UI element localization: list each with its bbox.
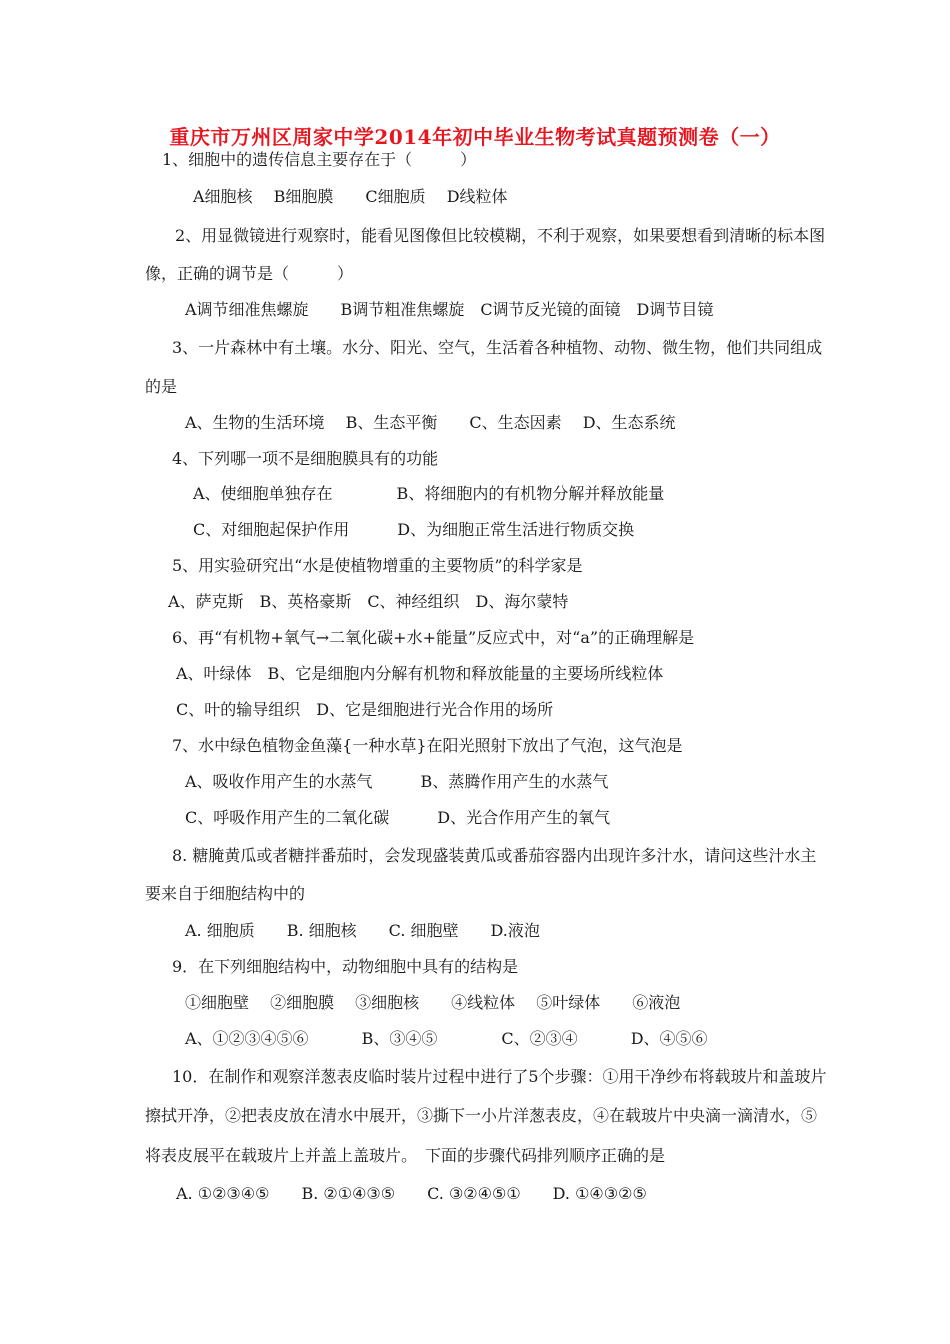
- question-8-line-1: 8. 糖腌黄瓜或者糖拌番茄时，会发现盛装黄瓜或番茄容器内出现许多汁水，请问这些汁水主: [172, 846, 817, 865]
- question-9-options: A、①②③④⑤⑥ B、③④⑤ C、②③④ D、④⑤⑥: [185, 1029, 708, 1048]
- question-2-line-1: 2、用显微镜进行观察时，能看见图像但比较模糊，不利于观察，如果要想看到清晰的标本图: [175, 226, 826, 245]
- question-4-options-ab: A、使细胞单独存在 B、将细胞内的有机物分解并释放能量: [193, 484, 665, 503]
- question-3-line-1: 3、一片森林中有土壤。水分、阳光、空气，生活着各种植物、动物、微生物，他们共同组成: [172, 338, 823, 357]
- question-10-line-3: 将表皮展平在载玻片上并盖上盖玻片。 下面的步骤代码排列顺序正确的是: [145, 1146, 666, 1165]
- question-10-line-2: 擦拭开净，②把表皮放在清水中展开，③撕下一小片洋葱表皮，④在载玻片中央滴一滴清水，⑤: [145, 1106, 818, 1125]
- question-8-options: A. 细胞质 B. 细胞核 C. 细胞壁 D.液泡: [185, 921, 540, 940]
- question-10-options: A. ①②③④⑤ B. ②①④③⑤ C. ③②④⑤① D. ①④③②⑤: [176, 1184, 647, 1203]
- question-3-line-2: 的是: [145, 377, 178, 396]
- question-5: 5、用实验研究出“水是使植物增重的主要物质”的科学家是: [172, 556, 583, 575]
- exam-title: 重庆市万州区周家中学2014年初中毕业生物考试真题预测卷（一）: [169, 125, 781, 149]
- question-2-options: A调节细准焦螺旋 B调节粗准焦螺旋 C调节反光镜的面镜 D调节目镜: [185, 300, 714, 319]
- question-10-line-1: 10．在制作和观察洋葱表皮临时装片过程中进行了5个步骤：①用干净纱布将载玻片和盖玻片: [172, 1067, 827, 1086]
- question-6: 6、再“有机物+氧气→二氧化碳+水+能量”反应式中，对“a”的正确理解是: [172, 628, 695, 647]
- question-1-options: A细胞核 B细胞膜 C细胞质 D线粒体: [193, 187, 508, 206]
- question-6-options-ab: A、叶绿体 B、它是细胞内分解有机物和释放能量的主要场所线粒体: [176, 664, 664, 683]
- question-8-line-2: 要来自于细胞结构中的: [145, 884, 306, 903]
- question-9: 9．在下列细胞结构中，动物细胞中具有的结构是: [172, 957, 519, 976]
- question-1: 1、细胞中的遗传信息主要存在于（ ）: [162, 150, 477, 169]
- question-5-options: A、萨克斯 B、英格豪斯 C、神经组织 D、海尔蒙特: [168, 592, 569, 611]
- question-2-line-2: 像，正确的调节是（ ）: [145, 264, 354, 283]
- question-6-options-cd: C、叶的输导组织 D、它是细胞进行光合作用的场所: [176, 700, 554, 719]
- question-3-options: A、生物的生活环境 B、生态平衡 C、生态因素 D、生态系统: [185, 413, 676, 432]
- question-9-structures: ①细胞壁 ②细胞膜 ③细胞核 ④线粒体 ⑤叶绿体 ⑥液泡: [185, 993, 681, 1012]
- question-7-options-cd: C、呼吸作用产生的二氧化碳 D、光合作用产生的氧气: [185, 808, 611, 827]
- question-4-options-cd: C、对细胞起保护作用 D、为细胞正常生活进行物质交换: [193, 520, 635, 539]
- question-4: 4、下列哪一项不是细胞膜具有的功能: [172, 449, 439, 468]
- question-7: 7、水中绿色植物金鱼藻{一种水草}在阳光照射下放出了气泡，这气泡是: [172, 736, 683, 755]
- question-7-options-ab: A、吸收作用产生的水蒸气 B、蒸腾作用产生的水蒸气: [185, 772, 609, 791]
